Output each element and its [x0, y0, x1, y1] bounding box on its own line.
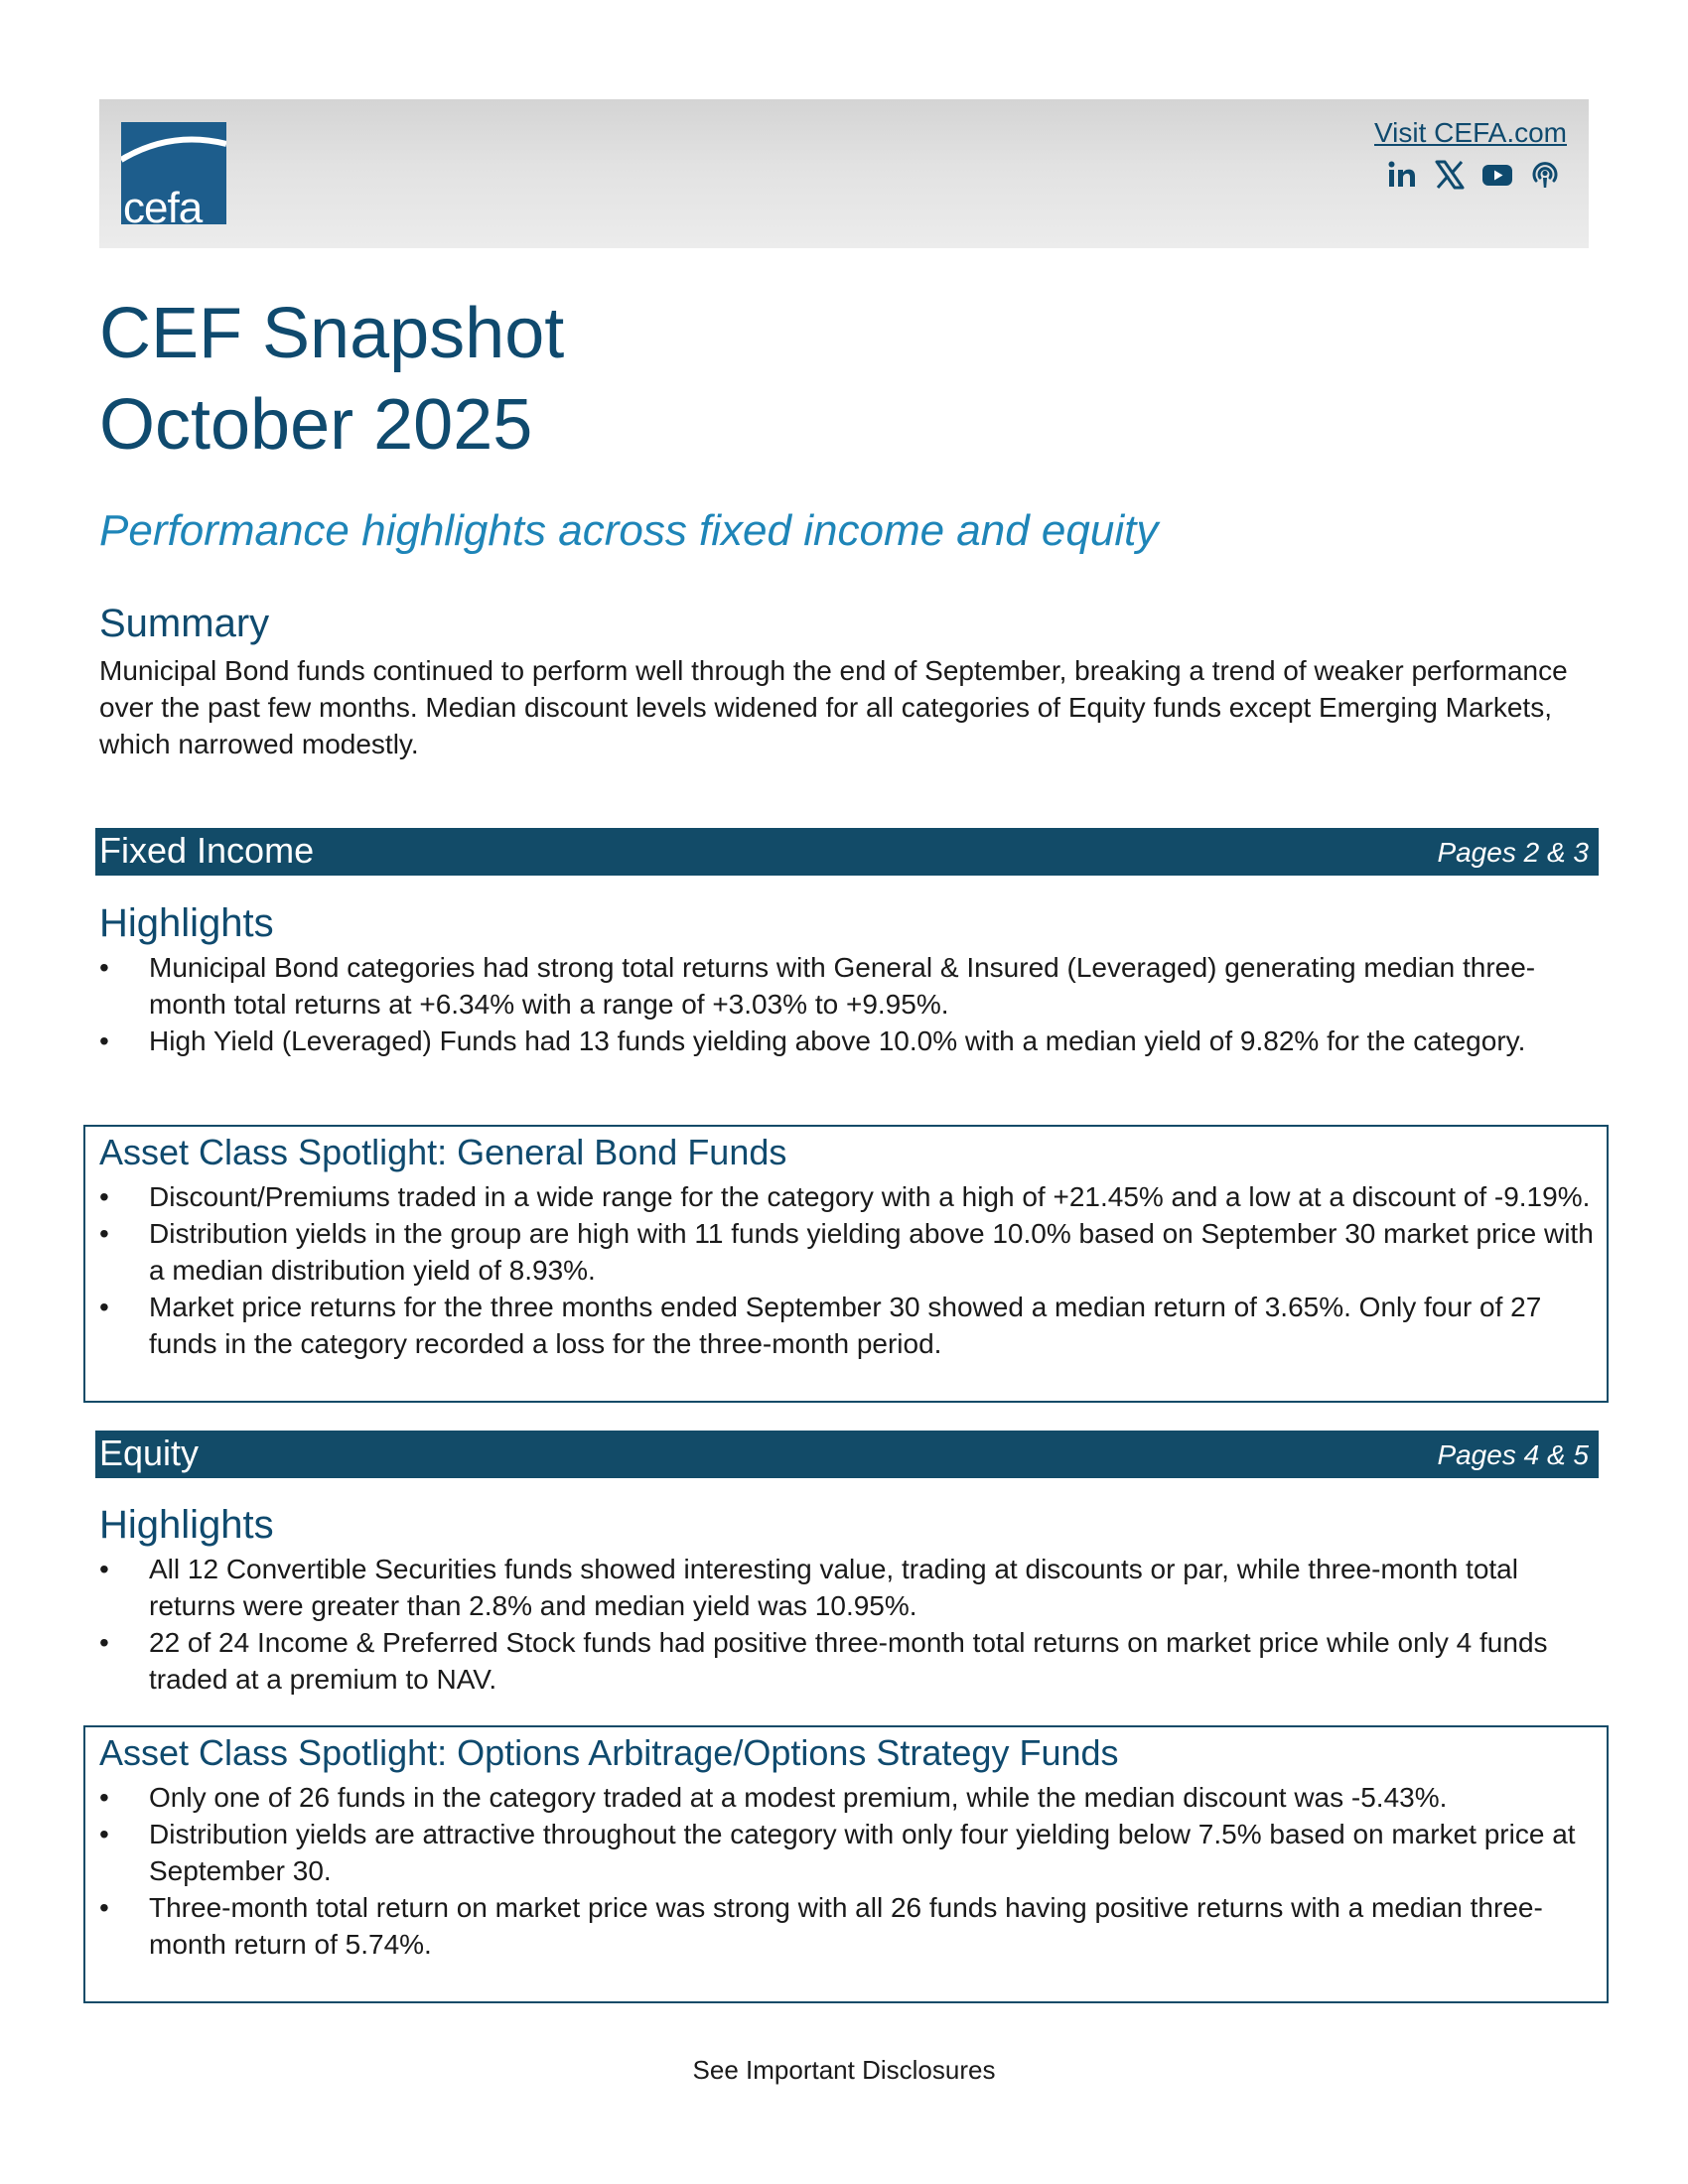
header-banner	[99, 99, 1589, 248]
summary-body: Municipal Bond funds continued to perform well through the end of September, breaking a trend of weaker performance over the past few months. Median discount levels widened for all categories of Equity funds except Emerging Markets, which narrowed modestly.	[99, 655, 1568, 759]
general-bond-spotlight-box	[83, 1125, 1609, 1403]
list-item: • Three-month total return on market price was strong with all 26 funds having positive returns with a median three-month return of 5.74%.	[99, 1889, 1595, 1963]
list-item: • Discount/Premiums traded in a wide range for the category with a high of +21.45% and a low at a discount of -9.19%.	[99, 1178, 1595, 1215]
general-bond-spotlight-list	[99, 1178, 1595, 1362]
equity-highlights-list	[99, 1551, 1579, 1698]
options-spotlight-title: Asset Class Spotlight: Options Arbitrage/Options Strategy Funds	[99, 1732, 1119, 1773]
page-title	[99, 288, 564, 471]
list-item: • Distribution yields are attractive throughout the category with only four yielding below 7.5% based on market price at September 30.	[99, 1816, 1595, 1889]
social-links	[1384, 157, 1563, 193]
list-item: • High Yield (Leveraged) Funds had 13 funds yielding above 10.0% with a median yield of 9.82% for the category.	[99, 1023, 1579, 1059]
fixed-income-title: Fixed Income	[99, 830, 315, 871]
fixed-income-section-bar	[95, 828, 1599, 876]
general-bond-spotlight-title: Asset Class Spotlight: General Bond Funds	[99, 1132, 787, 1172]
cefa-logo[interactable]	[121, 122, 226, 224]
options-spotlight-list	[99, 1779, 1595, 1963]
podcast-icon[interactable]	[1527, 157, 1563, 193]
equity-title: Equity	[99, 1433, 200, 1473]
page-subtitle: Performance highlights across fixed income and equity	[99, 506, 1159, 555]
equity-highlights-heading: Highlights	[99, 1503, 274, 1547]
x-icon[interactable]	[1432, 157, 1468, 193]
visit-cefa-link[interactable]: Visit CEFA.com	[1374, 117, 1567, 148]
fixed-income-highlights-heading: Highlights	[99, 901, 274, 945]
linkedin-icon[interactable]	[1384, 157, 1420, 193]
title-line-1: CEF Snapshot	[99, 294, 565, 373]
title-line-2: October 2025	[99, 385, 533, 465]
options-spotlight-box	[83, 1725, 1609, 2003]
summary-heading: Summary	[99, 602, 270, 645]
logo-text: cefa	[123, 184, 203, 224]
equity-section-bar	[95, 1431, 1599, 1478]
list-item: • Market price returns for the three months ended September 30 showed a median return of 3.65%. Only four of 27 funds in the category recorded a loss for the three-month period.	[99, 1289, 1595, 1362]
list-item: • All 12 Convertible Securities funds showed interesting value, trading at discounts or par, while three-month total returns were greater than 2.8% and median yield was 10.95%.	[99, 1551, 1579, 1624]
disclosures-footer: See Important Disclosures	[692, 2055, 996, 2085]
fixed-income-highlights-list	[99, 949, 1579, 1059]
fixed-income-pages: Pages 2 & 3	[1437, 837, 1589, 868]
list-item: • Only one of 26 funds in the category traded at a modest premium, while the median discount was -5.43%.	[99, 1779, 1595, 1816]
youtube-icon[interactable]	[1479, 157, 1515, 193]
list-item: • Municipal Bond categories had strong total returns with General & Insured (Leveraged) generating median three-month total returns at +6.34% with a range of +3.03% to +9.95%.	[99, 949, 1579, 1023]
list-item: • 22 of 24 Income & Preferred Stock funds had positive three-month total returns on market price while only 4 funds traded at a premium to NAV.	[99, 1624, 1579, 1698]
list-item: • Distribution yields in the group are high with 11 funds yielding above 10.0% based on September 30 market price with a median distribution yield of 8.93%.	[99, 1215, 1595, 1289]
equity-pages: Pages 4 & 5	[1437, 1439, 1589, 1470]
